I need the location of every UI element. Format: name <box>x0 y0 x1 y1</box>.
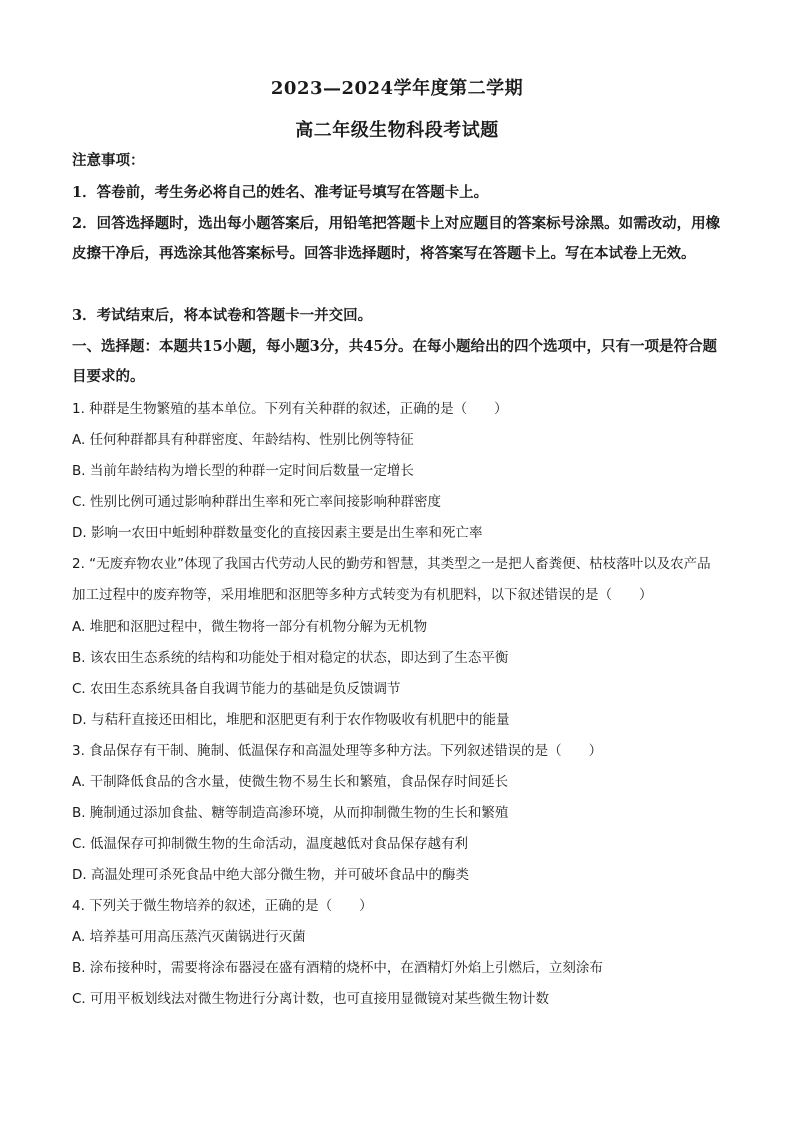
question-1-stem: 1. 种群是生物繁殖的基本单位。下列有关种群的叙述，正确的是（ ） <box>72 401 508 417</box>
question-2-stem: 2. “无废弃物农业”体现了我国古代劳动人民的勤劳和智慧，其类型之一是把人畜粪便、枯枝落叶以及农产品加工过程中的废弃物等，采用堆肥和沤肥等多种方式转变为有机肥料，以下叙述错误的是（ ） <box>72 556 711 603</box>
question-1-option-c: C. 性别比例可通过影响种群出生率和死亡率间接影响种群密度 <box>72 494 442 510</box>
question-2-option-c: C. 农田生态系统具备自我调节能力的基础是负反馈调节 <box>72 681 401 697</box>
question-1-option-a: A. 任何种群都具有种群密度、年龄结构、性别比例等特征 <box>72 432 414 448</box>
question-4-option-a: A. 培养基可用高压蒸汽灭菌锅进行灭菌 <box>72 929 306 945</box>
notice-item-3: 3．考试结束后，将本试卷和答题卡一并交回。 <box>72 307 373 324</box>
exam-title-term: 2023—2024学年度第二学期 <box>270 78 524 99</box>
exam-title-subject: 高二年级生物科段考试题 <box>295 120 499 141</box>
notice-item-1: 1．答卷前，考生务必将自己的姓名、准考证号填写在答题卡上。 <box>72 184 489 201</box>
question-1-option-b: B. 当前年龄结构为增长型的种群一定时间后数量一定增长 <box>72 463 414 479</box>
section-heading: 一、选择题：本题共15小题，每小题3分，共45分。在每小题给出的四个选项中，只有一项是符合题目要求的。 <box>72 338 717 385</box>
notice-item-2: 2．回答选择题时，选出每小题答案后，用铅笔把答题卡上对应题目的答案标号涂黑。如需改动，用橡皮擦干净后，再选涂其他答案标号。回答非选择题时，将答案写在答题卡上。写在本试卷上无效。 <box>72 215 721 262</box>
question-2-option-d: D. 与秸秆直接还田相比，堆肥和沤肥更有利于农作物吸收有机肥中的能量 <box>72 712 510 728</box>
question-3-stem: 3. 食品保存有干制、腌制、低温保存和高温处理等多种方法。下列叙述错误的是（ ） <box>72 743 603 759</box>
question-3-option-a: A. 干制降低食品的含水量，使微生物不易生长和繁殖，食品保存时间延长 <box>72 774 509 790</box>
notice-heading: 注意事项： <box>72 152 145 169</box>
question-3-option-b: B. 腌制通过添加食盐、糖等制造高渗环境，从而抑制微生物的生长和繁殖 <box>72 805 509 821</box>
question-2-option-a: A. 堆肥和沤肥过程中，微生物将一部分有机物分解为无机物 <box>72 619 428 635</box>
question-4-stem: 4. 下列关于微生物培养的叙述，正确的是（ ） <box>72 898 373 914</box>
question-3-option-c: C. 低温保存可抑制微生物的生命活动，温度越低对食品保存越有利 <box>72 836 469 852</box>
question-2-option-b: B. 该农田生态系统的结构和功能处于相对稳定的状态，即达到了生态平衡 <box>72 650 509 666</box>
question-1-option-d: D. 影响一农田中蚯蚓种群数量变化的直接因素主要是出生率和死亡率 <box>72 525 483 541</box>
question-4-option-c: C. 可用平板划线法对微生物进行分离计数，也可直接用显微镜对某些微生物计数 <box>72 991 550 1007</box>
question-3-option-d: D. 高温处理可杀死食品中绝大部分微生物，并可破坏食品中的酶类 <box>72 867 469 883</box>
question-4-option-b: B. 涂布接种时，需要将涂布器浸在盛有酒精的烧杯中，在酒精灯外焰上引燃后，立刻涂布 <box>72 960 603 976</box>
